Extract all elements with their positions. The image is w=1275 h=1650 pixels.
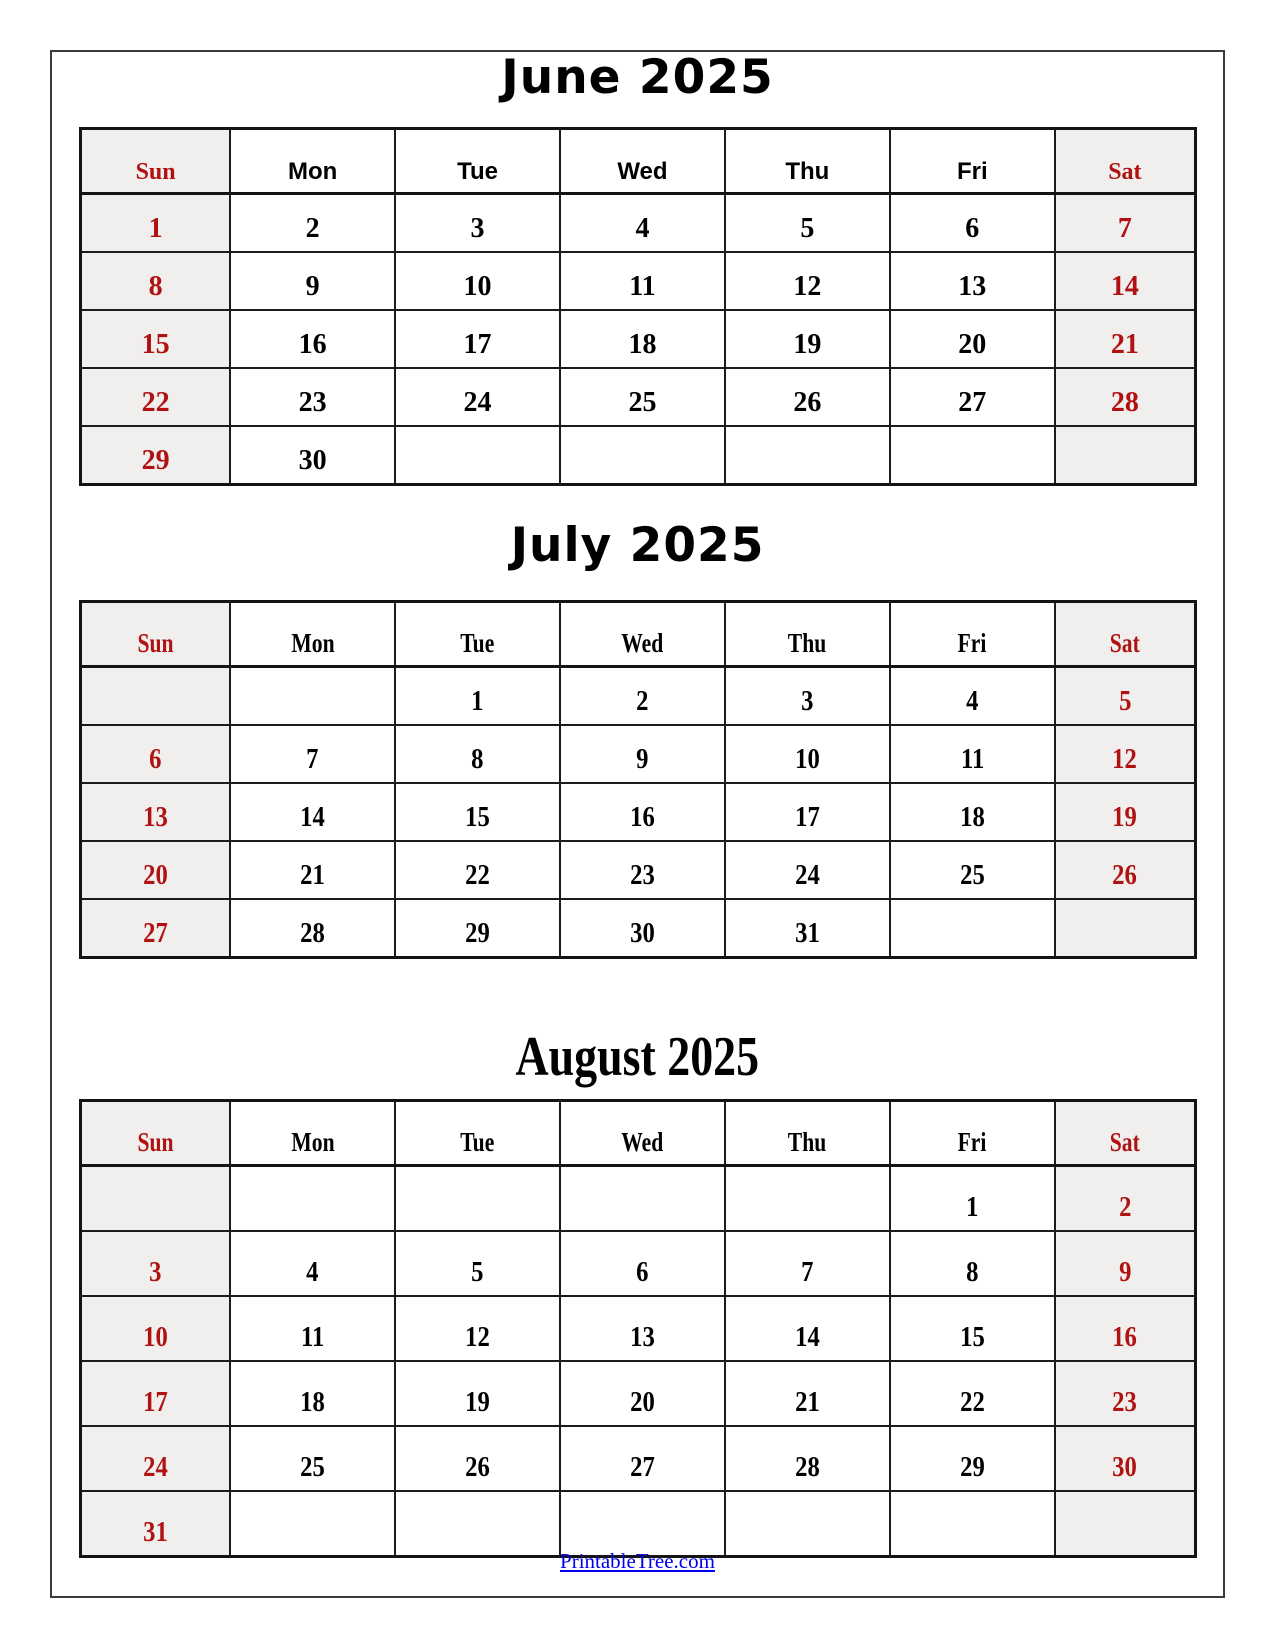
day-cell-empty xyxy=(395,426,560,485)
day-cell-25 xyxy=(560,368,725,426)
day-number: 27 xyxy=(958,387,987,418)
day-number: 19 xyxy=(1112,801,1138,833)
day-cell-29 xyxy=(395,899,560,958)
day-cell-26 xyxy=(725,368,890,426)
day-cell-19 xyxy=(725,310,890,368)
day-number: 15 xyxy=(465,801,490,833)
day-cell-8 xyxy=(81,252,231,310)
august-title-text: August 2025 xyxy=(515,1024,760,1088)
day-cell-27 xyxy=(81,899,231,958)
day-cell-7 xyxy=(230,725,395,783)
day-cell-empty xyxy=(230,1166,395,1232)
day-cell-15 xyxy=(81,310,231,368)
day-cell-1 xyxy=(890,1166,1055,1232)
day-header-label: Thu xyxy=(788,1127,827,1157)
day-number: 1 xyxy=(148,213,163,244)
day-cell-29 xyxy=(890,1426,1055,1491)
day-cell-17 xyxy=(725,783,890,841)
day-cell-3 xyxy=(395,194,560,253)
day-header-label: Sat xyxy=(1109,1127,1140,1157)
week-row xyxy=(81,368,1196,426)
day-cell-22 xyxy=(395,841,560,899)
week-row xyxy=(81,783,1196,841)
day-number: 4 xyxy=(966,685,979,717)
day-number: 24 xyxy=(795,859,820,891)
day-cell-empty xyxy=(560,1491,725,1557)
day-cell-3 xyxy=(81,1231,231,1296)
week-row xyxy=(81,1426,1196,1491)
day-cell-empty xyxy=(81,1166,231,1232)
day-cell-24 xyxy=(725,841,890,899)
day-number: 18 xyxy=(300,1386,325,1418)
day-header-row xyxy=(81,602,1196,667)
day-cell-18 xyxy=(890,783,1055,841)
day-header-mon xyxy=(230,129,395,194)
day-number: 30 xyxy=(630,917,655,949)
day-cell-27 xyxy=(560,1426,725,1491)
day-number: 17 xyxy=(795,801,820,833)
week-row xyxy=(81,194,1196,253)
week-row xyxy=(81,1231,1196,1296)
day-cell-29 xyxy=(81,426,231,485)
day-number: 14 xyxy=(1110,271,1139,302)
day-cell-13 xyxy=(890,252,1055,310)
day-number: 19 xyxy=(465,1386,490,1418)
day-header-row xyxy=(81,129,1196,194)
day-cell-1 xyxy=(81,194,231,253)
day-cell-23 xyxy=(560,841,725,899)
day-cell-13 xyxy=(81,783,231,841)
day-cell-28 xyxy=(725,1426,890,1491)
day-number: 13 xyxy=(143,801,168,833)
day-header-label: Mon xyxy=(287,158,338,185)
day-cell-5 xyxy=(395,1231,560,1296)
day-header-label: Wed xyxy=(621,628,664,658)
day-number: 11 xyxy=(960,743,984,775)
day-number: 6 xyxy=(636,1256,649,1288)
day-number: 2 xyxy=(636,685,649,717)
day-cell-20 xyxy=(560,1361,725,1426)
day-cell-18 xyxy=(560,310,725,368)
day-header-mon xyxy=(230,602,395,667)
day-number: 2 xyxy=(1118,1191,1132,1223)
day-cell-20 xyxy=(890,310,1055,368)
day-cell-empty xyxy=(1055,426,1196,485)
day-number: 9 xyxy=(636,743,649,775)
day-header-label: Wed xyxy=(621,1127,664,1157)
day-header-sat xyxy=(1055,602,1196,667)
day-cell-22 xyxy=(890,1361,1055,1426)
day-cell-12 xyxy=(725,252,890,310)
july-calendar-table xyxy=(79,600,1197,959)
day-number: 5 xyxy=(471,1256,484,1288)
june-title xyxy=(0,52,1275,104)
week-row xyxy=(81,426,1196,485)
day-cell-14 xyxy=(1055,252,1196,310)
day-cell-31 xyxy=(81,1491,231,1557)
day-header-thu xyxy=(725,129,890,194)
day-cell-2 xyxy=(230,194,395,253)
day-cell-12 xyxy=(1055,725,1196,783)
day-number: 10 xyxy=(463,271,492,302)
day-cell-19 xyxy=(1055,783,1196,841)
day-cell-2 xyxy=(560,667,725,726)
day-number: 8 xyxy=(148,271,163,302)
day-header-sun xyxy=(81,602,231,667)
day-header-label: Wed xyxy=(617,158,668,185)
day-cell-26 xyxy=(1055,841,1196,899)
day-number: 23 xyxy=(630,859,655,891)
day-header-thu xyxy=(725,1101,890,1166)
day-cell-5 xyxy=(725,194,890,253)
week-row xyxy=(81,1166,1196,1232)
day-cell-28 xyxy=(230,899,395,958)
day-cell-empty xyxy=(725,426,890,485)
day-cell-24 xyxy=(81,1426,231,1491)
day-number: 17 xyxy=(463,329,492,360)
day-cell-16 xyxy=(560,783,725,841)
day-cell-5 xyxy=(1055,667,1196,726)
day-cell-11 xyxy=(560,252,725,310)
day-cell-9 xyxy=(230,252,395,310)
day-cell-10 xyxy=(725,725,890,783)
day-number: 30 xyxy=(1112,1451,1138,1483)
day-number: 25 xyxy=(300,1451,325,1483)
day-cell-empty xyxy=(1055,899,1196,958)
week-row xyxy=(81,1491,1196,1557)
day-header-label: Sat xyxy=(1109,628,1140,658)
day-cell-25 xyxy=(890,841,1055,899)
day-number: 22 xyxy=(959,1386,985,1418)
day-number: 25 xyxy=(959,859,985,891)
day-number: 24 xyxy=(143,1451,168,1483)
day-cell-10 xyxy=(395,252,560,310)
day-number: 24 xyxy=(463,387,492,418)
day-cell-8 xyxy=(395,725,560,783)
day-header-label: Thu xyxy=(788,628,827,658)
day-number: 30 xyxy=(298,445,327,476)
week-row xyxy=(81,725,1196,783)
day-number: 22 xyxy=(465,859,490,891)
day-header-row xyxy=(81,1101,1196,1166)
week-row xyxy=(81,1361,1196,1426)
day-header-label: Fri xyxy=(956,158,988,185)
day-number: 29 xyxy=(959,1451,985,1483)
day-number: 26 xyxy=(1112,859,1138,891)
day-number: 28 xyxy=(300,917,325,949)
day-number: 31 xyxy=(143,1516,168,1548)
day-header-label: Fri xyxy=(957,628,987,658)
day-number: 16 xyxy=(630,801,655,833)
day-cell-19 xyxy=(395,1361,560,1426)
day-number: 26 xyxy=(465,1451,490,1483)
day-cell-7 xyxy=(1055,194,1196,253)
day-cell-14 xyxy=(230,783,395,841)
day-number: 20 xyxy=(958,329,987,360)
day-cell-1 xyxy=(395,667,560,726)
day-header-label: Sun xyxy=(137,1127,174,1157)
day-number: 10 xyxy=(795,743,820,775)
august-title xyxy=(0,1024,1275,1088)
day-header-mon xyxy=(230,1101,395,1166)
day-number: 22 xyxy=(141,387,170,418)
day-cell-15 xyxy=(890,1296,1055,1361)
day-number: 15 xyxy=(959,1321,985,1353)
day-number: 6 xyxy=(149,743,162,775)
day-number: 21 xyxy=(300,859,325,891)
day-number: 28 xyxy=(795,1451,820,1483)
day-cell-6 xyxy=(890,194,1055,253)
day-number: 4 xyxy=(635,213,650,244)
day-header-sat xyxy=(1055,129,1196,194)
day-header-tue xyxy=(395,129,560,194)
day-cell-18 xyxy=(230,1361,395,1426)
day-number: 8 xyxy=(966,1256,979,1288)
day-cell-4 xyxy=(230,1231,395,1296)
day-number: 7 xyxy=(801,1256,814,1288)
week-row xyxy=(81,841,1196,899)
day-number: 3 xyxy=(149,1256,162,1288)
day-cell-7 xyxy=(725,1231,890,1296)
day-number: 28 xyxy=(1110,387,1139,418)
day-number: 13 xyxy=(630,1321,655,1353)
day-number: 14 xyxy=(300,801,325,833)
day-cell-2 xyxy=(1055,1166,1196,1232)
day-header-sun xyxy=(81,1101,231,1166)
week-row xyxy=(81,667,1196,726)
day-number: 25 xyxy=(628,387,657,418)
day-cell-6 xyxy=(560,1231,725,1296)
day-number: 10 xyxy=(143,1321,168,1353)
day-cell-empty xyxy=(230,1491,395,1557)
day-number: 2 xyxy=(305,213,320,244)
day-number: 6 xyxy=(965,213,980,244)
day-cell-30 xyxy=(1055,1426,1196,1491)
day-cell-21 xyxy=(725,1361,890,1426)
day-header-wed xyxy=(560,1101,725,1166)
day-number: 23 xyxy=(1112,1386,1138,1418)
day-number: 21 xyxy=(795,1386,820,1418)
printabletree-link[interactable]: PrintableTree.com xyxy=(560,1549,715,1573)
day-cell-9 xyxy=(560,725,725,783)
day-cell-28 xyxy=(1055,368,1196,426)
day-cell-10 xyxy=(81,1296,231,1361)
june-calendar-table xyxy=(79,127,1197,486)
day-cell-16 xyxy=(1055,1296,1196,1361)
week-row xyxy=(81,310,1196,368)
day-number: 21 xyxy=(1110,329,1139,360)
day-cell-empty xyxy=(725,1166,890,1232)
day-number: 7 xyxy=(306,743,319,775)
day-number: 15 xyxy=(141,329,170,360)
day-number: 19 xyxy=(793,329,822,360)
day-number: 3 xyxy=(470,213,485,244)
day-header-label: Tue xyxy=(457,158,498,185)
day-cell-3 xyxy=(725,667,890,726)
day-header-label: Sat xyxy=(1108,159,1142,185)
day-number: 26 xyxy=(793,387,822,418)
day-cell-6 xyxy=(81,725,231,783)
day-number: 14 xyxy=(795,1321,820,1353)
day-header-tue xyxy=(395,1101,560,1166)
august-calendar-table xyxy=(79,1099,1197,1558)
day-number: 7 xyxy=(1117,213,1132,244)
day-cell-26 xyxy=(395,1426,560,1491)
day-cell-11 xyxy=(890,725,1055,783)
day-header-fri xyxy=(890,1101,1055,1166)
day-number: 3 xyxy=(801,685,814,717)
day-cell-empty xyxy=(890,426,1055,485)
day-number: 9 xyxy=(1118,1256,1132,1288)
day-cell-13 xyxy=(560,1296,725,1361)
day-cell-24 xyxy=(395,368,560,426)
day-number: 29 xyxy=(141,445,170,476)
day-header-label: Fri xyxy=(957,1127,987,1157)
day-header-wed xyxy=(560,602,725,667)
day-header-label: Tue xyxy=(460,628,495,658)
day-cell-empty xyxy=(560,1166,725,1232)
day-cell-23 xyxy=(230,368,395,426)
week-row xyxy=(81,1296,1196,1361)
day-header-label: Sun xyxy=(135,159,176,185)
day-number: 8 xyxy=(471,743,484,775)
day-number: 12 xyxy=(465,1321,490,1353)
day-cell-27 xyxy=(890,368,1055,426)
day-header-thu xyxy=(725,602,890,667)
day-number: 20 xyxy=(630,1386,655,1418)
day-cell-12 xyxy=(395,1296,560,1361)
day-header-label: Tue xyxy=(460,1127,495,1157)
day-number: 4 xyxy=(306,1256,319,1288)
day-header-fri xyxy=(890,602,1055,667)
day-cell-17 xyxy=(395,310,560,368)
day-number: 11 xyxy=(300,1321,325,1353)
day-cell-15 xyxy=(395,783,560,841)
footer xyxy=(0,1549,1275,1574)
day-number: 1 xyxy=(471,685,484,717)
day-cell-4 xyxy=(560,194,725,253)
day-number: 27 xyxy=(143,917,168,949)
day-number: 9 xyxy=(305,271,320,302)
day-cell-17 xyxy=(81,1361,231,1426)
day-cell-21 xyxy=(1055,310,1196,368)
day-number: 20 xyxy=(143,859,168,891)
day-number: 16 xyxy=(1112,1321,1138,1353)
day-cell-empty xyxy=(230,667,395,726)
day-cell-11 xyxy=(230,1296,395,1361)
day-cell-empty xyxy=(81,667,231,726)
day-number: 1 xyxy=(966,1191,979,1223)
day-header-fri xyxy=(890,129,1055,194)
day-number: 31 xyxy=(795,917,820,949)
day-cell-23 xyxy=(1055,1361,1196,1426)
july-title-text: July 2025 xyxy=(510,518,765,573)
day-cell-empty xyxy=(890,899,1055,958)
day-cell-empty xyxy=(890,1491,1055,1557)
day-cell-30 xyxy=(560,899,725,958)
day-number: 17 xyxy=(143,1386,168,1418)
day-cell-9 xyxy=(1055,1231,1196,1296)
week-row xyxy=(81,252,1196,310)
day-cell-empty xyxy=(395,1491,560,1557)
day-number: 12 xyxy=(1112,743,1138,775)
day-number: 16 xyxy=(298,329,327,360)
day-cell-16 xyxy=(230,310,395,368)
day-cell-25 xyxy=(230,1426,395,1491)
day-cell-31 xyxy=(725,899,890,958)
week-row xyxy=(81,899,1196,958)
day-cell-4 xyxy=(890,667,1055,726)
day-number: 29 xyxy=(465,917,490,949)
day-number: 13 xyxy=(958,271,987,302)
day-cell-22 xyxy=(81,368,231,426)
day-header-sun xyxy=(81,129,231,194)
day-cell-8 xyxy=(890,1231,1055,1296)
day-header-sat xyxy=(1055,1101,1196,1166)
day-number: 27 xyxy=(630,1451,655,1483)
day-cell-empty xyxy=(725,1491,890,1557)
day-header-wed xyxy=(560,129,725,194)
day-header-label: Mon xyxy=(291,1127,335,1157)
day-header-label: Sun xyxy=(137,628,174,658)
day-header-label: Thu xyxy=(785,158,830,185)
day-cell-empty xyxy=(395,1166,560,1232)
day-cell-empty xyxy=(1055,1491,1196,1557)
day-number: 18 xyxy=(628,329,657,360)
day-cell-14 xyxy=(725,1296,890,1361)
day-cell-20 xyxy=(81,841,231,899)
day-header-tue xyxy=(395,602,560,667)
day-number: 23 xyxy=(298,387,327,418)
day-number: 5 xyxy=(1118,685,1132,717)
july-title xyxy=(0,520,1275,572)
day-number: 12 xyxy=(793,271,822,302)
day-number: 5 xyxy=(800,213,815,244)
day-cell-empty xyxy=(560,426,725,485)
june-title-text: June 2025 xyxy=(501,50,774,105)
day-header-label: Mon xyxy=(291,628,335,658)
day-cell-21 xyxy=(230,841,395,899)
day-number: 11 xyxy=(629,271,656,302)
day-number: 18 xyxy=(959,801,985,833)
day-cell-30 xyxy=(230,426,395,485)
